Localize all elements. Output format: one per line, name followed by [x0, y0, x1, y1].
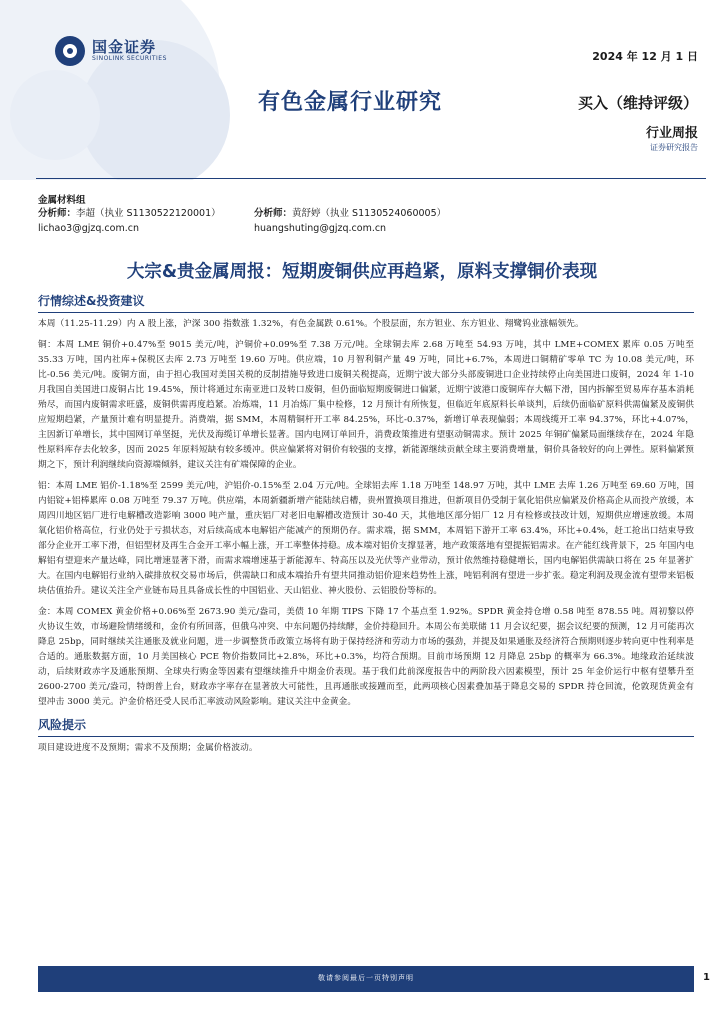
- report-header: [0, 0, 724, 180]
- analyst-name: 黄舒婷（执业 S1130524060005）: [292, 208, 447, 219]
- analyst-name: 李超（执业 S1130522120001）: [76, 208, 221, 219]
- brand-logo-icon: [55, 36, 85, 66]
- analyst-email[interactable]: huangshuting@gjzq.com.cn: [254, 223, 387, 234]
- page-number: 1: [703, 972, 710, 983]
- report-headline: 大宗&贵金属周报：短期废铜供应再趋紧，原料支撑铜价表现: [126, 262, 598, 282]
- report-date: 2024 年 12 月 1 日: [592, 50, 698, 63]
- report-title: 有色金属行业研究: [258, 90, 443, 115]
- paragraph-aluminum: 铝：本周 LME 铝价-1.18%至 2599 美元/吨，沪铝价-0.15%至 2.04 万元/吨。全球铝去库 1.18 万吨至 148.97 万吨，其中 LME 去库 1.26 万吨至 69.60 万吨，国内铝锭+铝棒累库 0.08 万吨至 79.37 万吨。供应端，本周新疆新增产能陆续启槽，贵州置换项目推进，但新项目仍受制于氧化铝供应偏紧及价格高企从而投产放缓，本周四川地区铝厂进行电解槽改造影响 3000 吨产量，重庆铝厂对老旧电解槽改造预计 30-40 天，其他地区部分铝厂 12 月有检修或技改计划，短期供应增速放缓。本周氧化铝价格高位，行业仍处于亏损状态，对后续高成本电解铝产能减产的预期仍存。需求端，据 SMM，本周铝下游开工率 63.4%，环比+0.4%，赶工抢出口结束导致部分企业开工率下滑，但铝型材及再生合金开工率小幅上涨，开工率整体持稳。成本端对铝价支撑显著，地产政策落地有望提振铝需求。在产能红线背景下，25 年国内电解铝有望迎来产量达峰，同比增速显著下滑，而需求端增速基于新能源车、特高压以及光伏等产业带动，预计依然维持稳健增长，国内电解铝供需缺口将在 25 年显著扩大。在国内电解铝行业纳入碳排放权交易市场后，供需缺口和成本端抬升有望共同推动铝价迎来趋势性上涨，吨铝利润有望进一步扩张。稳定利润及现金流有望带来铝板块估值抬升。建议关注全产业链布局且具备成长性的中国铝业、天山铝业、神火股份、云铝股份等标的。: [38, 481, 694, 596]
- header-divider: [36, 178, 706, 179]
- document-subtype: 证券研究报告: [650, 143, 698, 152]
- section-title-risk: 风险提示: [38, 716, 694, 737]
- footer-disclaimer: 敬请参阅最后一页特别声明: [318, 974, 414, 982]
- paragraph-gold: 金：本周 COMEX 黄金价格+0.06%至 2673.90 美元/盎司，美债 10 年期 TIPS 下降 17 个基点至 1.92%。SPDR 黄金持仓增 0.58 吨至 878.55 吨。周初黎以停火协议生效，市场避险情绪缓和，金价有所回落，但俄乌冲突、中东问题仍持续酵，金价持稳回升。本周公布美联储 11 月会议纪要，据会议纪要的预测，12 月可能再次降息 25bp，同时继续关注通胀及就业问题，进一步调整货币政策立场将有助于保持经济和劳动力市场的强劲，并提及如果通胀及经济符合预期则逐步转向更中性利率是合适的。通胀数据方面，10 月美国核心 PCE 物价指数同比+2.8%，环比+0.3%，均符合预期。目前市场预期 12 月降息 25bp 的概率为 66.3%。地缘政治延续波动，后续财政赤字及通胀预期、全球央行购金等因素有望继续推升中期金价表现。基于我们此前深度报告中的两阶段六因素模型，预计 25 年金价运行中枢有望攀升至 2600-2700 美元/盎司，特朗普上台，财政赤字率存在显著放大可能性，且再通胀或接踵而至，此两项核心因素叠加基于降息交易的 SPDR 持仓回流，伦敦现货黄金有望冲击 3000 美元。沪金价格还受人民币汇率波动风险影响。建议关注中金黄金。: [38, 607, 694, 707]
- footer-bar: [38, 966, 694, 992]
- section-title-market: 行情综述&投资建议: [38, 292, 694, 313]
- document-type: 行业周报: [645, 126, 698, 141]
- brand-logo: [55, 36, 167, 66]
- analyst-card: [38, 206, 221, 236]
- analyst-card: [254, 206, 446, 236]
- paragraph-overview: 本周（11.25-11.29）内 A 股上涨，沪深 300 指数涨 1.32%，有色金属跌 0.61%。个股层面，东方钽业、东方钽业、翔鹭钨业涨幅领先。: [38, 319, 584, 329]
- team-name: 金属材料组: [38, 195, 86, 206]
- report-body: [38, 292, 694, 762]
- rating-badge: 买入（维持评级）: [577, 94, 698, 112]
- analyst-label: 分析师：: [254, 208, 293, 219]
- brand-name-en: SINOLINK SECURITIES: [92, 54, 167, 62]
- brand-name-cn: 国金证券: [92, 38, 157, 57]
- paragraph-copper: 铜：本周 LME 铜价+0.47%至 9015 美元/吨，沪铜价+0.09%至 7.38 万元/吨。全球铜去库 2.68 万吨至 54.93 万吨，其中 LME+COMEX 累库 0.05 万吨至 35.33 万吨，国内社库+保税区去库 2.73 万吨至 19.60 万吨。供应端，10 月智利铜产量 49 万吨，同比+6.7%，本周进口铜精矿零单 TC 为 10.08 美元/吨，环比-0.56 美元/吨。废铜方面，由于担心我国对美国关税的反制措施导致进口废铜关税提高，近期宁波大部分头部废铜进口企业持续停止向美国进口废铜，2024 年 1-10 月我国自美国进口废铜占比 19.45%，预计将通过东南亚进口及转口废铜，但仍面临短期废铜进口偏紧，近期宁波港口废铜库存大幅下滑，国内拆解至贸易库存基本消耗殆尽，而国内废铜需求旺盛，废铜供需再度趋紧。冶炼端，11 月冶炼厂集中检修，12 月预计有所恢复，但临近年底原料长单谈判，后续仍面临矿原料供需偏紧及废铜供应短期趋紧，产量预计难有明显提升。消费端，据 SMM，本周精铜杆开工率 84.25%，环比-0.37%，新增订单表现偏弱；本周线缆开工率 94.37%，环比+4.07%，主因新订单增长，其中国网订单坚挺，光伏及海缆订单增长显著。国内电网订单回升，消费政策推进有望驱动铜需求。预计 2025 年铜矿偏紧局面继续存在，2024 年隐性原料库存去化较多，因而 2025 年原料短缺有较多缓冲。供应偏紧将对铜价有较强的支撑，新能源继续贡献全球主要消费增量，铜价具备较好的向上弹性。原料偏紧预期之下，预计利润继续向资源端倾斜，建议关注有矿端保障的企业。: [38, 340, 694, 470]
- qr-watermark-shape: [10, 70, 100, 160]
- paragraph-risk: 项目建设进度不及预期；需求不及预期；金属价格波动。: [38, 743, 258, 753]
- analyst-email[interactable]: lichao3@gjzq.com.cn: [38, 223, 139, 234]
- analyst-label: 分析师：: [38, 208, 77, 219]
